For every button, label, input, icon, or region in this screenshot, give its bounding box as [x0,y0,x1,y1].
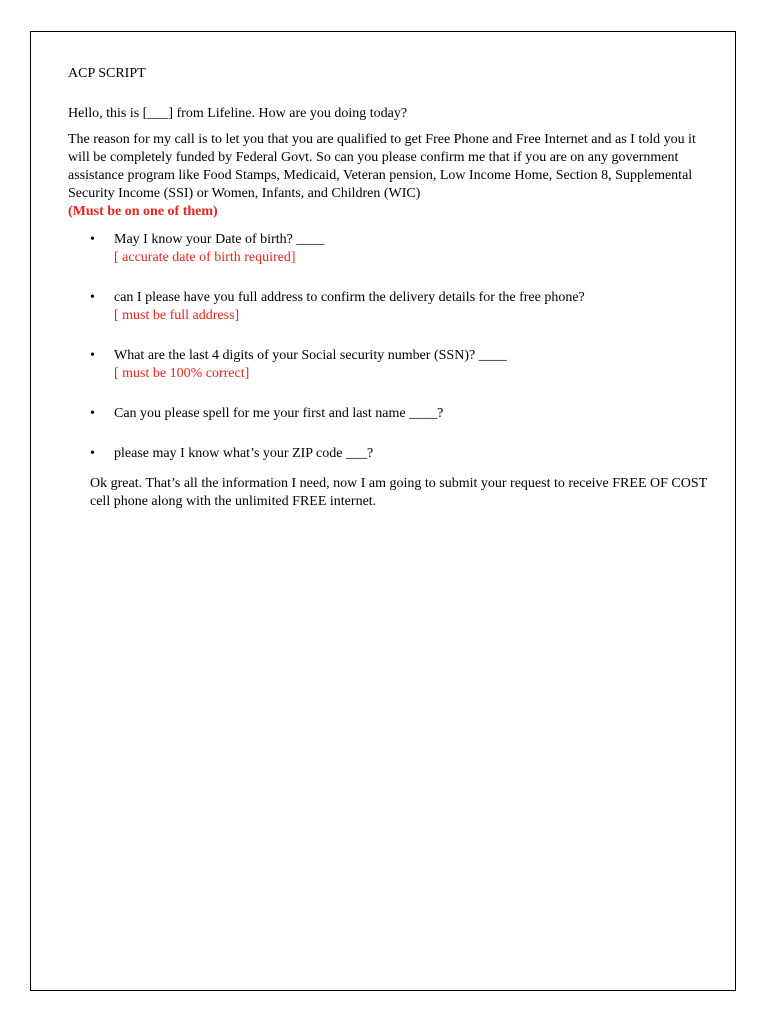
question-text: please may I know what’s your ZIP code ___? [114,446,374,461]
question-item-name [68,405,708,423]
question-note: [ must be full address] [114,308,240,323]
question-text: What are the last 4 digits of your Social security number (SSN)? ____ [114,348,507,363]
bullet-icon: • [90,348,95,363]
bullet-icon: • [90,290,95,305]
question-list [68,231,708,463]
requirement-note: (Must be on one of them) [68,204,218,219]
closing-paragraph: Ok great. That’s all the information I need, now I am going to submit your request to receive FREE OF COST cell phone along with the unlimited FREE internet. [90,476,707,509]
question-note: [ must be 100% correct] [114,366,250,381]
intro-paragraph: The reason for my call is to let you that you are qualified to get Free Phone and Free Internet and as I told you it will be completely funded by Federal Govt. So can you please confirm me that if you are on any government assistance program like Food Stamps, Medicaid, Veteran pension, Low Income Home, Section 8, Supplemental Security Income (SSI) or Women, Infants, and Children (WIC) [68,132,696,201]
question-item-ssn [68,347,708,383]
bullet-icon: • [90,406,95,421]
document-content [68,65,708,511]
bullet-icon: • [90,446,95,461]
question-text: May I know your Date of birth? ____ [114,232,325,247]
document-title: ACP SCRIPT [68,66,146,81]
question-item-zip-code [68,445,708,463]
question-item-date-of-birth [68,231,708,267]
question-text: Can you please spell for me your first and last name ____? [114,406,444,421]
question-text: can I please have you full address to confirm the delivery details for the free phone? [114,290,585,305]
question-note: [ accurate date of birth required] [114,250,296,265]
bullet-icon: • [90,232,95,247]
greeting-line: Hello, this is [___] from Lifeline. How are you doing today? [68,106,408,121]
document-page [30,31,736,991]
question-item-address [68,289,708,325]
